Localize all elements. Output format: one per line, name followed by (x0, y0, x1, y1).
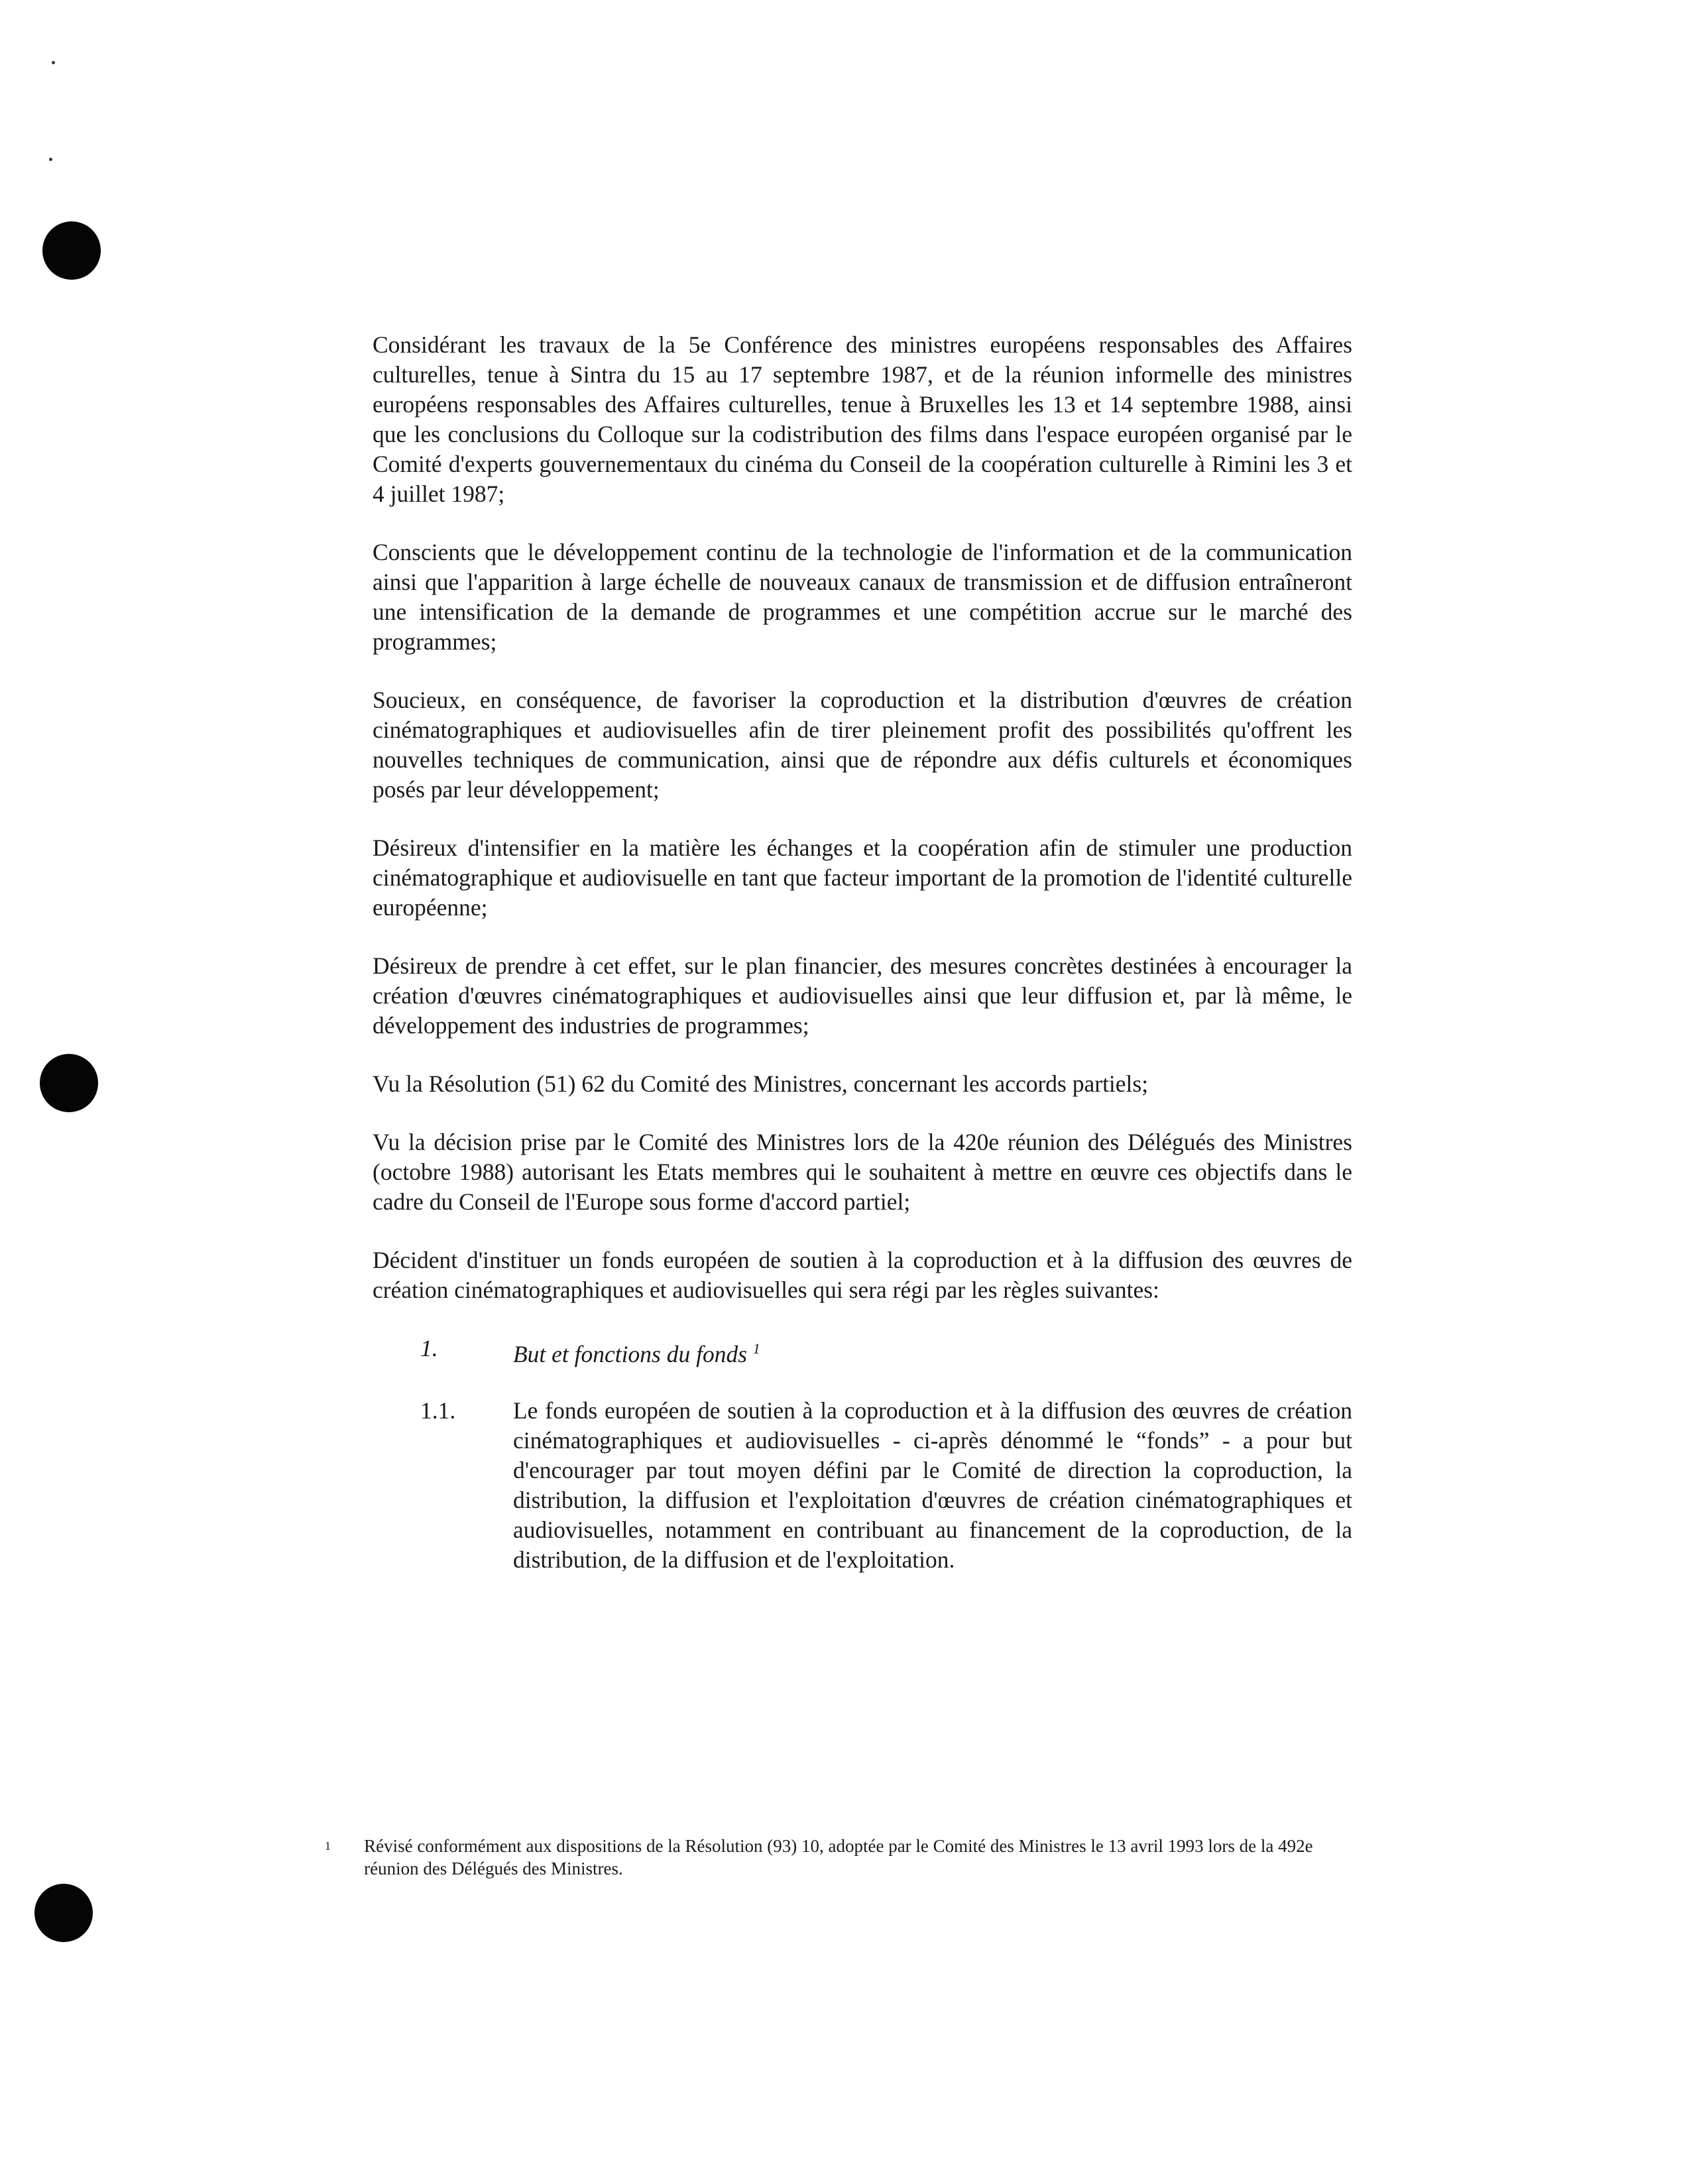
footnote-mark: 1 (325, 1839, 331, 1853)
paragraph-desireux-intensifier: Désireux d'intensifier en la matière les échanges et la coopération afin de stimuler une production cinématographique et audiovisuelle en tant que facteur important de la promotion de l'identité culturelle européenne; (373, 834, 1352, 921)
clause-1-1 (420, 1396, 1352, 1575)
punch-hole-bottom (34, 1884, 93, 1942)
footnote (325, 1835, 1359, 1880)
footnote-reference: 1 (752, 1340, 760, 1357)
paragraph-soucieux: Soucieux, en conséquence, de favoriser la coproduction et la distribution d'œuvres de création cinématographiques et audiovisuelles afin de tirer pleinement profit des possibilités qu'offrent les nouvelles techniques de communication, ainsi que de répondre aux défis culturels et économiques posés par leur développement; (373, 687, 1352, 803)
paragraph-desireux-prendre: Désireux de prendre à cet effet, sur le plan financier, des mesures concrètes destinées à encourager la création d'œuvres cinématographiques et audiovisuelles ainsi que leur diffusion et, par là même, le développement des industries de programmes; (373, 952, 1352, 1039)
paragraph-vu-resolution: Vu la Résolution (51) 62 du Comité des Ministres, concernant les accords partiels; (373, 1070, 1149, 1097)
footnote-text: Révisé conformément aux dispositions de la Résolution (93) 10, adoptée par le Comité des Ministres le 13 avril 1993 lors de la 492e réunion des Délégués des Ministres. (364, 1836, 1313, 1878)
article-heading (420, 1334, 1352, 1369)
punch-hole-top (42, 221, 101, 280)
paragraph-conscients: Conscients que le développement continu de la technologie de l'information et de la communication ainsi que l'apparition à large échelle de nouveaux canaux de transmission et de diffusion entraîneront une intensification de la demande de programmes et une compétition accrue sur le marché des programmes; (373, 539, 1352, 655)
punch-hole-middle (40, 1054, 98, 1112)
article-title: But et fonctions du fonds (513, 1340, 748, 1367)
paragraph-decident: Décident d'instituer un fonds européen de soutien à la coproduction et à la diffusion des œuvres de création cinématographiques et audiovisuelles qui sera régi par les règles suivantes: (373, 1247, 1352, 1303)
clause-text: Le fonds européen de soutien à la coproduction et à la diffusion des œuvres de création cinématographiques et audiovisuelles - ci-après dénommé le “fonds” - a pour but d'encourager par tout moyen défini par le Comité de direction la coproduction, la distribution, la diffusion et l'exploitation d'œuvres de création cinématographiques et audiovisuelles, notamment en contribuant au financement de la coproduction, de la distribution, de la diffusion et de l'exploitation. (513, 1397, 1352, 1573)
document-body (373, 330, 1352, 1575)
scan-speck (49, 158, 52, 161)
clause-number: 1.1. (420, 1397, 456, 1424)
scan-speck (52, 61, 55, 64)
article-number: 1. (420, 1335, 438, 1361)
paragraph-vu-decision: Vu la décision prise par le Comité des Ministres lors de la 420e réunion des Délégués des Ministres (octobre 1988) autorisant les Etats membres qui le souhaitent à mettre en œuvre ces objectifs dans le cadre du Conseil de l'Europe sous forme d'accord partiel; (373, 1129, 1352, 1215)
paragraph-considerant: Considérant les travaux de la 5e Conférence des ministres européens responsables des Affaires culturelles, tenue à Sintra du 15 au 17 septembre 1987, et de la réunion informelle des ministres européens responsables des Affaires culturelles, tenue à Bruxelles les 13 et 14 septembre 1988, ainsi que les conclusions du Colloque sur la codistribution des films dans l'espace européen organisé par le Comité d'experts gouvernementaux du cinéma du Conseil de la coopération culturelle à Rimini les 3 et 4 juillet 1987; (373, 331, 1352, 507)
